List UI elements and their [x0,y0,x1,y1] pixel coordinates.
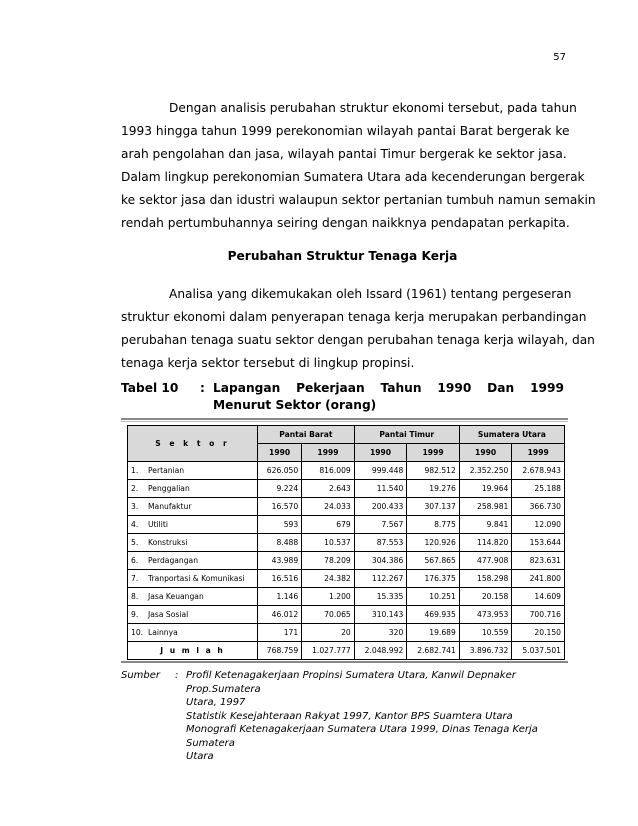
year-header: 1999 [407,444,460,462]
total-value: 3.896.732 [459,642,512,660]
table-cell: 679 [302,516,355,534]
source-line: Utara, 1997 [186,697,246,708]
table-cell: 11.540 [354,480,407,498]
group-header-sumatera-utara: Sumatera Utara [459,426,564,444]
table-cell: 10.251 [407,588,460,606]
row-number: 5. [128,534,146,552]
table-cell: 46.012 [258,606,302,624]
sector-name: Penggalian [145,480,258,498]
table-cell: 24.033 [302,498,355,516]
total-value: 2.048.992 [354,642,407,660]
table-cell: 176.375 [407,570,460,588]
table-cell: 158.298 [459,570,512,588]
table-row [128,480,565,498]
table-cell: 310.143 [354,606,407,624]
source-list [186,669,568,764]
table-cell: 241.800 [512,570,565,588]
table-cell: 200.433 [354,498,407,516]
year-header: 1999 [512,444,565,462]
table-cell: 304.386 [354,552,407,570]
table-cell: 43.989 [258,552,302,570]
year-header: 1990 [459,444,512,462]
table-caption-label: Tabel 10 [121,381,179,395]
row-number: 7. [128,570,146,588]
section-title: Perubahan Struktur Tenaga Kerja [227,249,458,263]
year-header: 1990 [258,444,302,462]
table-header-row [128,426,565,444]
table-body [128,462,565,642]
total-value: 2.682.741 [407,642,460,660]
table-cell: 1.200 [302,588,355,606]
source-line: Profil Ketenagakerjaan Propinsi Sumatera Utara, Kanwil Depnaker Prop.Sumatera [186,670,516,695]
row-number: 6. [128,552,146,570]
table-total-row [128,642,565,660]
row-number: 9. [128,606,146,624]
source-line: Monografi Ketenagakerjaan Sumatera Utara 1999, Dinas Tenaga Kerja Sumatera [186,724,538,749]
table-cell: 12.090 [512,516,565,534]
total-value: 768.759 [258,642,302,660]
table-cell: 20.158 [459,588,512,606]
table-cell: 19.689 [407,624,460,642]
table-row [128,462,565,480]
table-cell: 25.188 [512,480,565,498]
source-colon: : [175,670,179,681]
table-row [128,498,565,516]
paragraph-line: Dalam lingkup perekonomian Sumatera Utara ada kecenderungan bergerak [121,170,585,184]
source-line: Utara [186,751,214,762]
sector-name: Manufaktur [145,498,258,516]
table-cell: 78.209 [302,552,355,570]
paragraph-line: 1993 hingga tahun 1999 perekonomian wilayah pantai Barat bergerak ke [121,124,570,138]
table-row [128,552,565,570]
sector-name: Utiliti [145,516,258,534]
table-cell: 320 [354,624,407,642]
table-cell: 20.150 [512,624,565,642]
row-number: 3. [128,498,146,516]
source-line: Statistik Kesejahteraan Rakyat 1997, Kantor BPS Suamtera Utara [186,710,513,722]
row-number: 1. [128,462,146,480]
row-number: 8. [128,588,146,606]
table-cell: 477.908 [459,552,512,570]
table-cell: 700.716 [512,606,565,624]
table-row [128,588,565,606]
sector-name: Jasa Sosial [145,606,258,624]
table-cell: 19.964 [459,480,512,498]
paragraph-line: Dengan analisis perubahan struktur ekonomi tersebut, pada tahun [169,101,577,115]
sector-name: Jasa Keuangan [145,588,258,606]
table-cell: 1.146 [258,588,302,606]
row-number: 2. [128,480,146,498]
table-row [128,534,565,552]
sector-name: Tranportasi & Komunikasi [145,570,258,588]
paragraph-line: perubahan tenaga suatu sektor dengan perubahan tenaga kerja wilayah, dan [121,333,595,347]
source-label: Sumber [121,670,161,681]
table-cell: 2.352.250 [459,462,512,480]
year-header: 1990 [354,444,407,462]
total-label: J u m l a h [128,642,258,660]
table-top-rule [121,418,568,420]
sector-name: Pertanian [145,462,258,480]
table-cell: 24.382 [302,570,355,588]
group-header-pantai-barat: Pantai Barat [258,426,355,444]
table-cell: 114.820 [459,534,512,552]
table-cell: 153.644 [512,534,565,552]
table-cell: 9.224 [258,480,302,498]
table-cell: 473.953 [459,606,512,624]
paragraph-line: tenaga kerja sektor tersebut di lingkup propinsi. [121,356,415,370]
table-top-rule-thin [121,421,568,422]
table-cell: 112.267 [354,570,407,588]
table-row [128,624,565,642]
table-row [128,606,565,624]
table-caption-colon: : [200,381,205,395]
sector-name: Perdagangan [145,552,258,570]
employment-table [127,425,565,660]
total-value: 5.037.501 [512,642,565,660]
table-cell: 87.553 [354,534,407,552]
paragraph-structural-change [121,97,596,235]
table-cell: 19.276 [407,480,460,498]
table-cell: 469.935 [407,606,460,624]
table-cell: 15.335 [354,588,407,606]
table-cell: 982.512 [407,462,460,480]
paragraph-line: Analisa yang dikemukakan oleh Issard (1961) tentang pergeseran [169,287,572,301]
table-cell: 816.009 [302,462,355,480]
paragraph-line: ke sektor jasa dan idustri walaupun sektor pertanian tumbuh namun semakin [121,193,596,207]
table-cell: 823.631 [512,552,565,570]
table-row [128,570,565,588]
table-cell: 70.065 [302,606,355,624]
table-cell: 307.137 [407,498,460,516]
row-number: 10. [128,624,146,642]
table-cell: 8.775 [407,516,460,534]
table-cell: 7.567 [354,516,407,534]
table-cell: 120.926 [407,534,460,552]
year-header: 1999 [302,444,355,462]
table-cell: 14.609 [512,588,565,606]
sector-name: Konstruksi [145,534,258,552]
table-cell: 16.516 [258,570,302,588]
table-cell: 10.559 [459,624,512,642]
row-number: 4. [128,516,146,534]
table-cell: 626.050 [258,462,302,480]
table-cell: 20 [302,624,355,642]
table-cell: 2.678.943 [512,462,565,480]
table-cell: 567.865 [407,552,460,570]
table-row [128,516,565,534]
sektor-header: S e k t o r [128,426,258,462]
table-cell: 10.537 [302,534,355,552]
paragraph-line: struktur ekonomi dalam penyerapan tenaga kerja merupakan perbandingan [121,310,587,324]
table-caption-title: Lapangan Pekerjaan Tahun 1990 Dan 1999 Menurut Sektor (orang) [213,381,564,412]
table-cell: 16.570 [258,498,302,516]
table-cell: 366.730 [512,498,565,516]
table-cell: 8.488 [258,534,302,552]
paragraph-line: arah pengolahan dan jasa, wilayah pantai Timur bergerak ke sektor jasa. [121,147,567,161]
table-cell: 171 [258,624,302,642]
paragraph-line: rendah pertumbuhannya seiring dengan naikknya pendapatan perkapita. [121,216,570,230]
table-cell: 2.643 [302,480,355,498]
table-cell: 258.981 [459,498,512,516]
table-cell: 999.448 [354,462,407,480]
sector-name: Lainnya [145,624,258,642]
total-value: 1.027.777 [302,642,355,660]
paragraph-labor-analysis [121,283,595,375]
table-bottom-rule [121,661,568,663]
table-cell: 9.841 [459,516,512,534]
group-header-pantai-timur: Pantai Timur [354,426,459,444]
page-number: 57 [553,52,566,63]
table-cell: 593 [258,516,302,534]
